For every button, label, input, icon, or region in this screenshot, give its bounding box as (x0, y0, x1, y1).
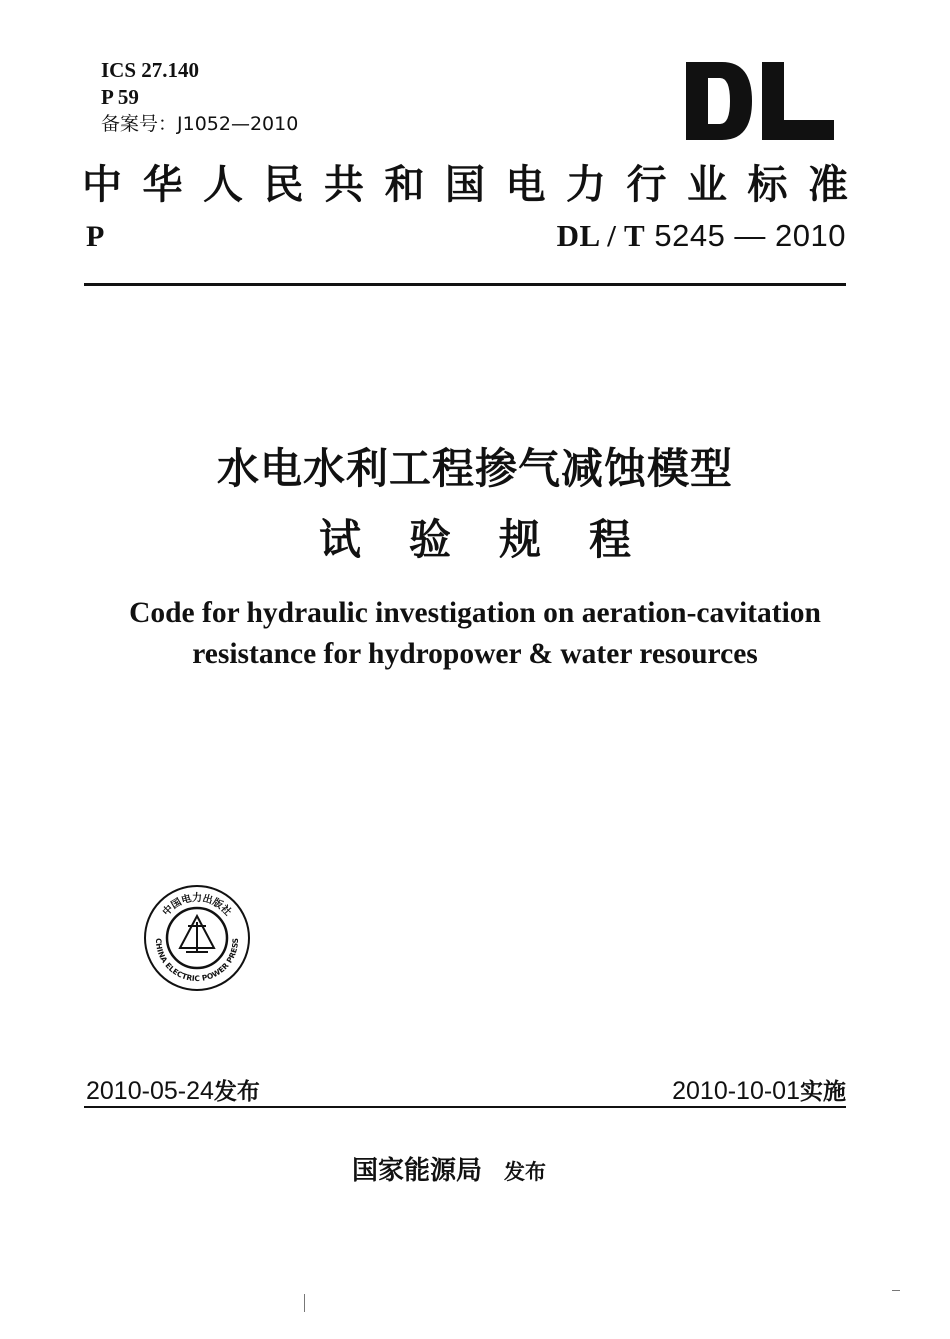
scan-mark (304, 1294, 305, 1312)
publisher (352, 1150, 546, 1187)
standard-code (557, 218, 846, 254)
category-char: 准 (808, 160, 848, 208)
header-divider (84, 283, 846, 286)
title-en-line1: Code for hydraulic investigation on aeration-cavitation (129, 597, 821, 629)
ics-code: ICS 27.140 (101, 58, 200, 82)
logo-letter-d (686, 62, 752, 140)
code-letter: P (86, 220, 105, 253)
publisher-name: 国家能源局 (352, 1156, 483, 1186)
category-char: 行 (626, 160, 667, 208)
scan-mark (892, 1290, 900, 1291)
title-cn-line1: 水电水利工程掺气减蚀模型 (216, 444, 733, 493)
category-char: 和 (384, 160, 425, 208)
category-char: 共 (324, 160, 364, 208)
category-char: 业 (687, 160, 727, 208)
classification-code: P 59 (101, 85, 139, 109)
effective-date-value: 2010-10-01 (672, 1077, 800, 1105)
category-char: 力 (566, 160, 606, 208)
category-char: 人 (203, 160, 243, 208)
issue-label: 发布 (213, 1079, 260, 1105)
filing-number: 备案号：J1052—2010 (101, 113, 299, 135)
standard-category (82, 153, 848, 209)
footer-divider (84, 1106, 846, 1108)
category-char: 民 (263, 160, 304, 208)
issue-date-value: 2010-05-24 (86, 1077, 214, 1105)
title-cn-line2: 试验规程 (318, 515, 679, 564)
dl-logo (682, 62, 834, 140)
logo-letter-l (762, 62, 834, 140)
standard-code-prefix: DL / T (556, 218, 646, 253)
category-char: 电 (505, 160, 546, 208)
seal-top-text: 中国电力出版社 (160, 893, 234, 919)
seal-emblem (180, 916, 214, 952)
category-char: 中 (82, 160, 122, 208)
title-en-line2: resistance for hydropower & water resources (192, 638, 758, 670)
category-char: 华 (142, 160, 183, 208)
category-char: 标 (747, 160, 788, 208)
publisher-seal (142, 882, 252, 994)
effective-label: 实施 (800, 1079, 846, 1105)
standard-code-number: 5245 — 2010 (654, 218, 846, 253)
publisher-action: 发布 (504, 1160, 547, 1184)
effective-date (672, 1073, 846, 1106)
issue-date (86, 1073, 260, 1106)
seal-bottom-text: CHINA ELECTRIC POWER PRESS (153, 937, 241, 984)
category-char: 国 (445, 160, 485, 208)
